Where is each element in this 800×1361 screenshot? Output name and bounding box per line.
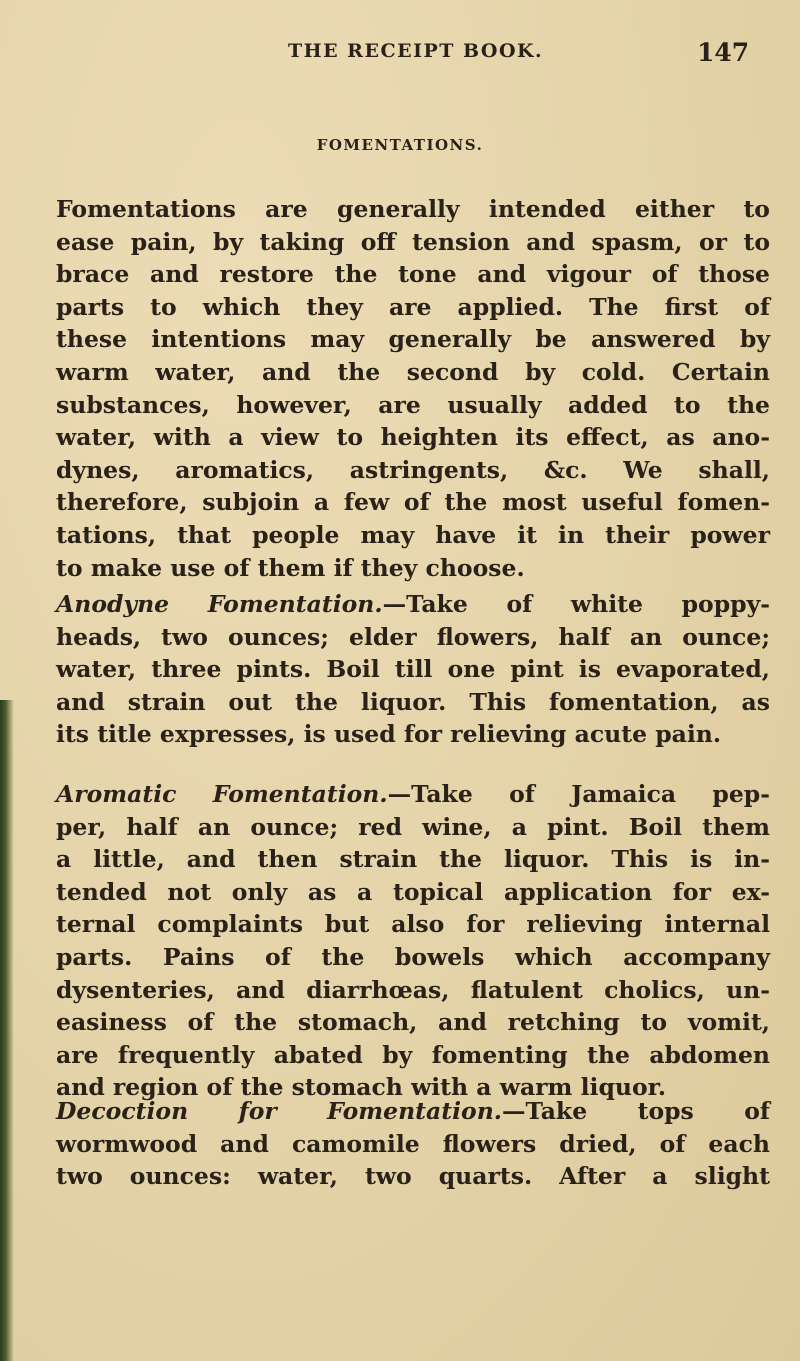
text-line: tations, that people may have it in their power (56, 520, 770, 549)
text-line: and region of the stomach with a warm liquor. (56, 1073, 667, 1102)
text-line: therefore, subjoin a few of the most useful fomen- (56, 488, 770, 517)
text-line: heads, two ounces; elder flowers, half an ounce; (56, 622, 770, 651)
text-line: water, three pints. Boil till one pint is evaporated, (56, 655, 770, 684)
text-line: substances, however, are usually added to the (56, 390, 770, 419)
anodyne-title: Anodyne Fomentation. (56, 590, 383, 618)
intro-paragraph (56, 193, 770, 584)
aromatic-first-line: —Take of Jamaica pep- (387, 780, 770, 808)
text-line: are frequently abated by fomenting the abdomen (56, 1040, 770, 1069)
text-line: per, half an ounce; red wine, a pint. Boil them (56, 812, 770, 841)
aromatic-paragraph (56, 778, 770, 1104)
running-head (0, 38, 800, 68)
anodyne-paragraph (56, 588, 770, 751)
text-line: Fomentations are generally intended either to (56, 195, 770, 223)
text-line: its title expresses, is used for relieving acute pain. (56, 720, 722, 749)
text-line: wormwood and camomile flowers dried, of each (56, 1129, 770, 1158)
decoction-first-line: —Take tops of (501, 1097, 770, 1125)
running-title: THE RECEIPT BOOK. (288, 40, 544, 62)
text-line: tended not only as a topical application for ex- (56, 877, 770, 906)
text-line: to make use of them if they choose. (56, 553, 525, 582)
text-line: parts. Pains of the bowels which accompany (56, 942, 770, 971)
aromatic-title: Aromatic Fomentation. (56, 780, 388, 808)
text-line: ternal complaints but also for relieving internal (56, 910, 770, 939)
anodyne-first-line: —Take of white poppy- (382, 590, 770, 618)
decoction-paragraph (56, 1095, 770, 1193)
text-line: these intentions may generally be answered by (56, 325, 770, 354)
decoction-title: Decoction for Fomentation. (56, 1097, 502, 1125)
text-line (56, 1095, 770, 1128)
text-line: brace and restore the tone and vigour of those (56, 260, 770, 289)
text-line: warm water, and the second by cold. Certain (56, 357, 770, 386)
text-line: two ounces: water, two quarts. After a slight (56, 1162, 770, 1191)
text-line: dynes, aromatics, astringents, &c. We shall, (56, 455, 770, 484)
text-line: parts to which they are applied. The first of (56, 292, 770, 321)
page-number: 147 (697, 38, 750, 67)
text-line (56, 778, 770, 811)
text-line: a little, and then strain the liquor. This is in- (56, 845, 770, 874)
text-line: and strain out the liquor. This fomentation, as (56, 687, 770, 716)
text-line: water, with a view to heighten its effect, as ano- (56, 423, 770, 452)
text-line: easiness of the stomach, and retching to vomit, (56, 1008, 770, 1037)
section-heading: FOMENTATIONS. (316, 136, 484, 154)
text-line: ease pain, by taking off tension and spasm, or to (56, 227, 770, 256)
text-line: dysenteries, and diarrhœas, flatulent cholics, un- (56, 975, 770, 1004)
binding-gutter (0, 700, 14, 1361)
text-line (56, 588, 770, 621)
